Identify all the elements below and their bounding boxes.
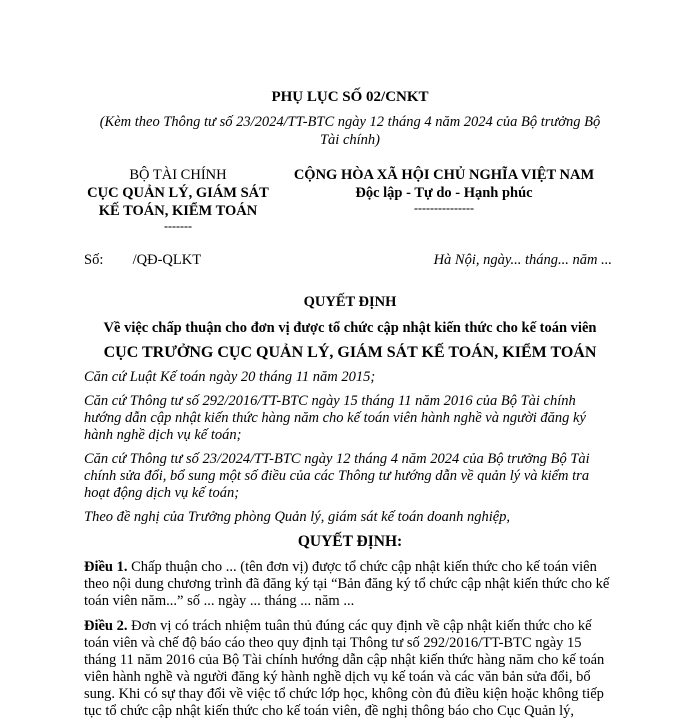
motto-divider: --------------- — [414, 201, 474, 215]
country-name: CỘNG HÒA XÃ HỘI CHỦ NGHĨA VIỆT NAM — [293, 167, 595, 183]
decision-authority: CỤC TRƯỞNG CỤC QUẢN LÝ, GIÁM SÁT KẾ TOÁN, KIỂM TOÁN — [103, 344, 597, 361]
article-2-label: Điều 2. — [84, 618, 128, 634]
motto: Độc lập - Tự do - Hạnh phúc — [355, 185, 533, 201]
proposal-basis: Theo đề nghị của Trưởng phòng Quản lý, giám sát kế toán doanh nghiệp, — [84, 509, 511, 525]
article-1-text: Chấp thuận cho ... (tên đơn vị) được tổ chức cập nhật kiến thức cho kế toán viên theo nội dung chương trình đã đăng ký tại “Bản đăng ký tổ chức cập nhật kiến thức cho kế toán viên năm...” số ... ngày ... tháng ... năm ... — [84, 559, 610, 609]
number-label: Số: — [84, 252, 104, 268]
national-motto — [272, 166, 616, 232]
document-number-row — [84, 251, 616, 269]
decide-heading: QUYẾT ĐỊNH: — [297, 533, 403, 550]
place-date: Hà Nội, ngày... tháng... năm ... — [433, 252, 612, 268]
department-name: CỤC QUẢN LÝ, GIÁM SÁT KẾ TOÁN, KIỂM TOÁN — [87, 185, 269, 219]
ministry-name: BỘ TÀI CHÍNH — [129, 167, 227, 183]
legal-basis-3: Căn cứ Thông tư số 23/2024/TT-BTC ngày 12 tháng 4 năm 2024 của Bộ trưởng Bộ Tài chính sửa đổi, bổ sung một số điều của các Thông tư hướng dẫn về quản lý và kiểm tra hoạt động dịch vụ kế toán; — [84, 451, 590, 501]
appendix-subtitle: (Kèm theo Thông tư số 23/2024/TT-BTC ngày 12 tháng 4 năm 2024 của Bộ trưởng Bộ Tài chính) — [99, 114, 601, 148]
legal-basis-1: Căn cứ Luật Kế toán ngày 20 tháng 11 năm 2015; — [84, 369, 376, 385]
article-2-text: Đơn vị có trách nhiệm tuân thủ đúng các quy định về cập nhật kiến thức cho kế toán viên và chế độ báo cáo theo quy định tại Thông tư số 292/2016/TT-BTC ngày 15 tháng 11 năm 2016 của Bộ Tài chính hướng dẫn cập nhật kiến thức hàng năm cho kế toán viên hành nghề và người đăng ký hành nghề dịch vụ kế toán và các văn bản sửa đổi, bổ sung. Khi có sự thay đổi về việc tổ chức lớp học, không còn đủ điều kiện hoặc không tiếp tục tổ chức cập nhật kiến thức cho kế toán viên, đề nghị thông báo cho Cục Quản lý, — [84, 618, 605, 719]
number-value: /QĐ-QLKT — [132, 252, 202, 268]
agency-divider: ------- — [164, 219, 192, 233]
article-1-label: Điều 1. — [84, 559, 128, 575]
decision-subject: Về việc chấp thuận cho đơn vị được tổ chức cập nhật kiến thức cho kế toán viên — [103, 320, 597, 336]
issuing-agency — [84, 166, 272, 232]
document-content — [84, 88, 616, 720]
article-1 — [84, 559, 616, 610]
document-number — [84, 251, 201, 269]
appendix-title: PHỤ LỤC SỐ 02/CNKT — [271, 89, 429, 105]
decision-title: QUYẾT ĐỊNH — [303, 294, 397, 310]
legal-basis-2: Căn cứ Thông tư số 292/2016/TT-BTC ngày 15 tháng 11 năm 2016 của Bộ Tài chính hướng dẫn cập nhật kiến thức hàng năm cho kế toán viên hành nghề và người đăng ký hành nghề dịch vụ kế toán; — [84, 393, 586, 443]
article-2 — [84, 618, 616, 720]
document-header — [84, 166, 616, 232]
